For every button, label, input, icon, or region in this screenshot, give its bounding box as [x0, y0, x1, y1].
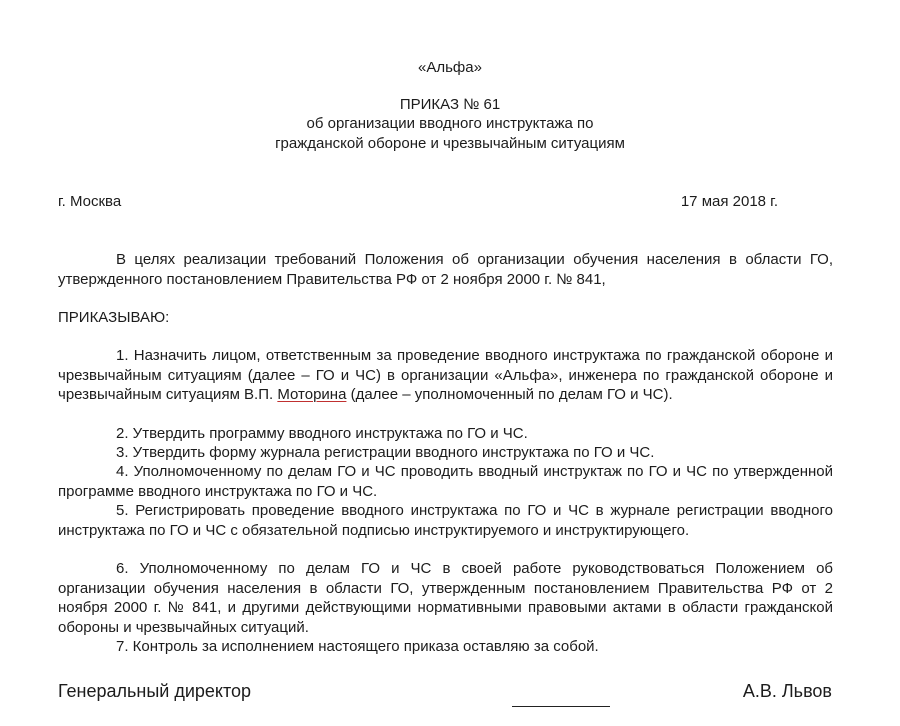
signature-line: [512, 706, 610, 707]
order-item-1: [58, 346, 833, 405]
signatory-position: Генеральный директор: [58, 681, 252, 701]
order-item-4: 4. Уполномоченному по делам ГО и ЧС проводить вводный инструктаж по ГО и ЧС по утвержденной программе вводного инструктажа по ГО и ЧС.: [58, 463, 833, 500]
order-item-6: 6. Уполномоченному по делам ГО и ЧС в своей работе руководствоваться Положением об организации обучения населения в области ГО, утвержденным постановлением Правительства РФ от 2 ноября 2000 г. № 841, и другими действующими нормативными правовыми актами в области гражданской обороны и чрезвычайных ситуаций.: [58, 560, 833, 636]
order-date: 17 мая 2018 г.: [680, 193, 778, 210]
order-item-3: 3. Утвердить форму журнала регистрации вводного инструктажа по ГО и ЧС.: [116, 444, 655, 461]
city: г. Москва: [58, 193, 122, 210]
organization-name: «Альфа»: [418, 59, 482, 76]
signatory-name: А.В. Львов: [742, 681, 832, 701]
order-item-5: 5. Регистрировать проведение вводного инструктажа по ГО и ЧС в журнале регистрации вводного инструктажа по ГО и ЧС с обязательной подписью инструктируемого и инструктирующего.: [58, 502, 833, 539]
order-item-7: 7. Контроль за исполнением настоящего приказа оставляю за собой.: [116, 638, 599, 655]
preamble-paragraph: В целях реализации требований Положения об организации обучения населения в области ГО, утвержденного постановлением Правительства РФ от 2 ноября 2000 г. № 841,: [58, 251, 833, 288]
item-1-responsible-name: Моторина: [277, 386, 347, 403]
order-item-2: 2. Утвердить программу вводного инструктажа по ГО и ЧС.: [116, 425, 528, 442]
item-1-text-end: (далее – уполномоченный по делам ГО и ЧС).: [346, 386, 673, 403]
item-1-text-start: 1. Назначить лицом, ответственным за проведение вводного инструктажа по гражданской обороне и чрезвычайным ситуациям (далее – ГО и ЧС) в организации «Альфа», инженера по гражданской обороне и чрезвычайным ситуациям В.П.: [58, 347, 833, 403]
order-subject-line-1: об организации вводного инструктажа по: [306, 115, 594, 132]
order-title: ПРИКАЗ № 61: [399, 96, 501, 113]
order-subject-line-2: гражданской обороне и чрезвычайным ситуациям: [275, 135, 625, 152]
order-word: ПРИКАЗЫВАЮ:: [58, 309, 170, 326]
